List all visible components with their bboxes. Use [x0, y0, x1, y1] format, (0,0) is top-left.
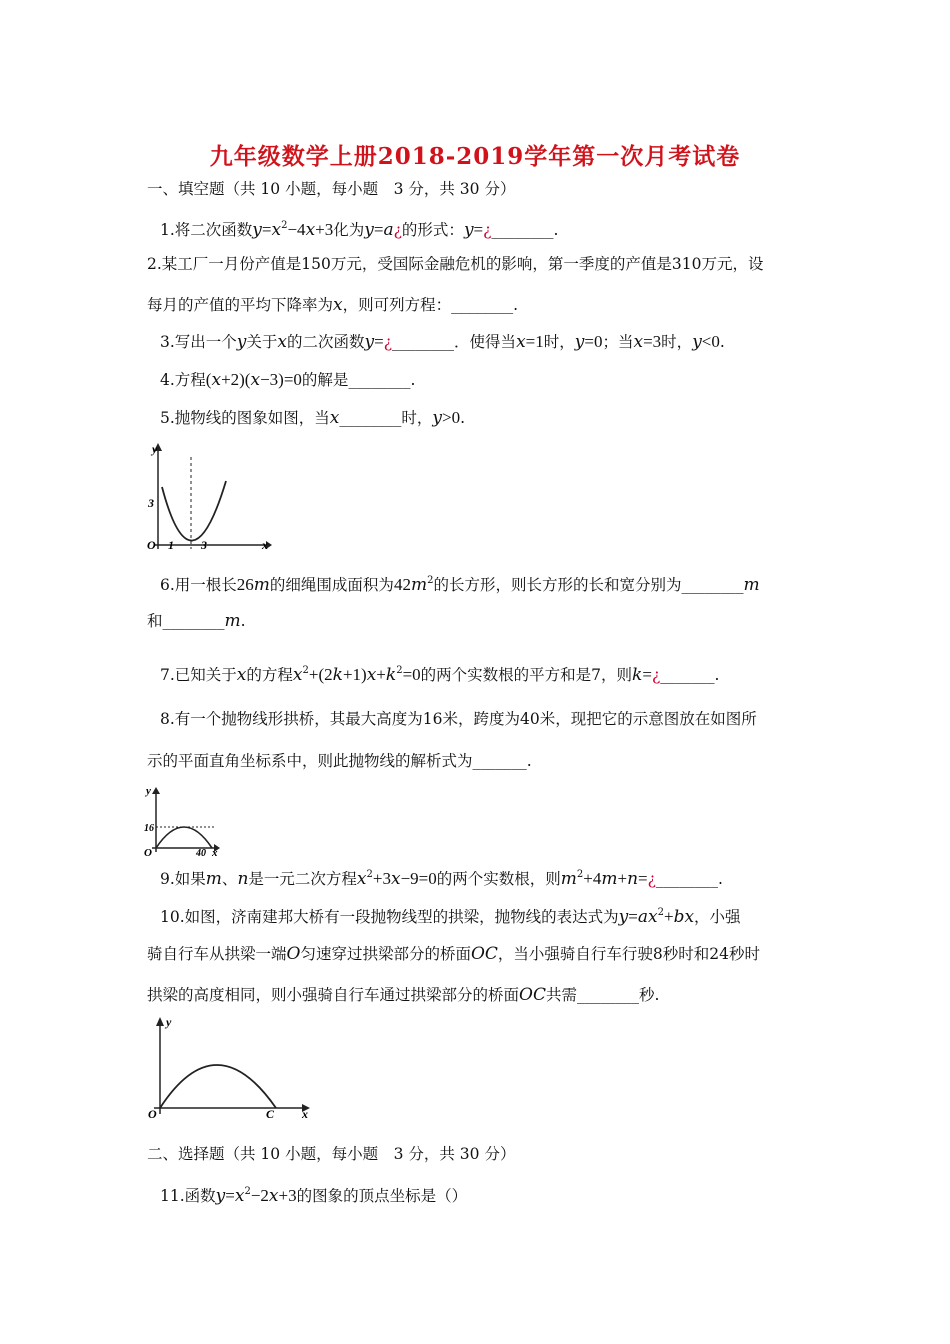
root-3-label: 3: [201, 538, 207, 552]
y-intercept-label: 3: [148, 496, 154, 510]
x-axis-label: x: [262, 538, 268, 552]
question-11: 11.函数$y=x^2-2x+3$的图象的顶点坐标是（）: [160, 1186, 468, 1206]
origin-label: O: [147, 538, 156, 552]
root-1-label: 1: [168, 538, 174, 552]
section-fill-in-heading: 一、填空题（共 10 小题，每小题 3 分，共 30 分）: [147, 180, 516, 198]
question-6-line-1: 6.用一根长26m的细绳围成面积为$42m^2$的长方形，则长方形的长和宽分别为________m: [160, 575, 760, 595]
y-axis-arrow: [156, 1017, 164, 1026]
y-axis-arrow: [152, 787, 160, 794]
x-axis-label: x: [212, 847, 218, 858]
question-2-line-2: 每月的产值的平均下降率为x，则可列方程：________.: [147, 295, 519, 315]
question-6-line-2: 和________m.: [147, 611, 246, 631]
origin-label: O: [148, 1107, 157, 1120]
question-1: 1.将二次函数$y=x^2-4x+3$化为y=a¿的形式：y=¿________.: [160, 220, 559, 240]
question-10-line-3: 拱梁的高度相同，则小强骑自行车通过拱梁部分的桥面OC共需________秒.: [147, 985, 660, 1005]
question-2-line-1: 2.某工厂一月份产值是150万元，受国际金融危机的影响，第一季度的产值是310万元，设: [147, 255, 764, 273]
question-4: 4.方程(x+2)(x−3)=0的解是________.: [160, 370, 416, 390]
figure-parabola-q5: [144, 437, 274, 555]
parabola-curve: [162, 481, 226, 541]
question-3: 3.写出一个y关于x的二次函数y=¿________．使得当x=1时，y=0；当x=3时，y<0.: [160, 332, 725, 352]
question-8-line-1: 8.有一个抛物线形拱桥，其最大高度为16米，跨度为40米，现把它的示意图放在如图所: [160, 710, 757, 728]
height-16-label: 16: [144, 823, 154, 834]
arch-curve: [156, 827, 212, 848]
y-axis-label: y: [152, 442, 158, 456]
page-title: 九年级数学上册2018-2019学年第一次月考试卷: [209, 143, 741, 170]
arch-curve: [160, 1065, 276, 1108]
question-10-line-2: 骑自行车从拱梁一端O匀速穿过拱梁部分的桥面OC，当小强骑自行车行驶8秒时和24秒时: [147, 944, 761, 964]
question-5: 5.抛物线的图象如图，当x________时，y>0.: [160, 408, 466, 428]
point-c-label: C: [266, 1107, 275, 1120]
y-axis-label: y: [166, 1015, 172, 1029]
span-40-label: 40: [196, 848, 206, 858]
question-7: 7.已知关于x的方程$x^2+(2k+1)x+k^2=0$的两个实数根的平方和是7，则k=¿_______.: [160, 665, 720, 685]
figure-arch-bridge-q8: [144, 782, 224, 858]
section-choice-heading: 二、选择题（共 10 小题，每小题 3 分，共 30 分）: [147, 1145, 516, 1163]
figure-arch-bridge-q10: [144, 1012, 314, 1120]
question-9: 9.如果m、n是一元二次方程$x^2+3x-9=0$的两个实数根，则$m^2+4m+n=¿\_\_\_\_\_\_\_\_$.: [160, 869, 723, 889]
question-10-line-1: 10.如图，济南建邦大桥有一段抛物线型的拱梁，抛物线的表达式为$y=ax^2+bx$，小强: [160, 907, 741, 927]
origin-label: O: [144, 847, 152, 858]
x-axis-label: x: [302, 1107, 308, 1120]
y-axis-label: y: [146, 785, 151, 797]
question-8-line-2: 示的平面直角坐标系中，则此抛物线的解析式为_______.: [147, 752, 532, 770]
